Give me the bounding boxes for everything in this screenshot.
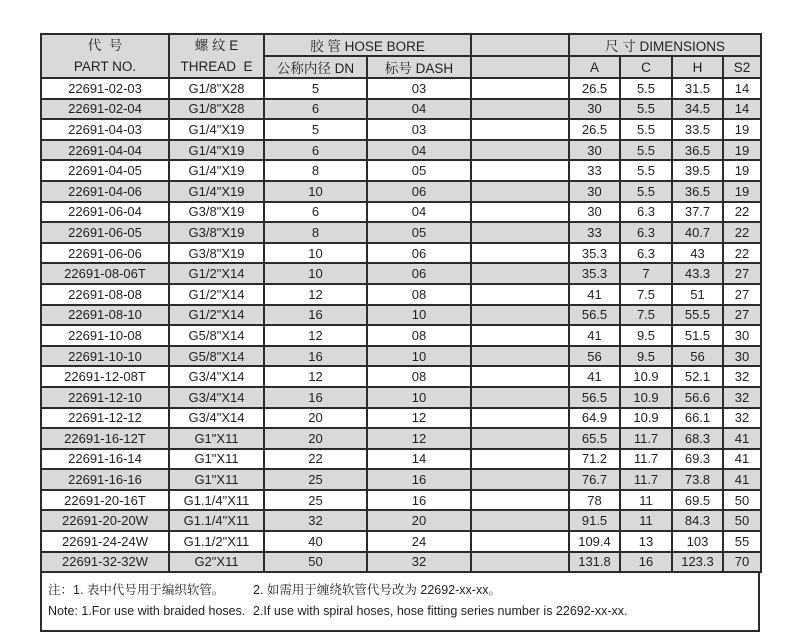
- dim-c-cell: 11: [620, 490, 672, 511]
- note-en-1: Note: 1.For use with braided hoses.: [48, 604, 246, 619]
- dim-h-cell: 36.5: [672, 181, 723, 202]
- dash-cell: 14: [367, 449, 471, 470]
- dim-a-cell: 30: [569, 181, 620, 202]
- dim-h-cell: 56: [672, 346, 723, 367]
- part-no-cell: 22691-12-08T: [41, 366, 169, 387]
- part-no-cell: 22691-02-03: [41, 78, 169, 99]
- table-row: [41, 552, 761, 573]
- illustration-spacer-cell: [471, 284, 569, 305]
- illustration-spacer-cell: [471, 263, 569, 284]
- dash-cell: 03: [367, 78, 471, 99]
- part-no-cell: 22691-06-04: [41, 202, 169, 223]
- illustration-spacer-cell: [471, 140, 569, 161]
- table-row: [41, 119, 761, 140]
- dim-s2-cell: 30: [723, 346, 761, 367]
- dim-h-cell: 51.5: [672, 325, 723, 346]
- dn-cell: 5: [264, 78, 367, 99]
- dash-cell: 16: [367, 490, 471, 511]
- part-no-cell: 22691-08-10: [41, 305, 169, 326]
- note-zh-1: 注：1. 表中代号用于编织软管。: [48, 583, 225, 598]
- dim-h-cell: 34.5: [672, 99, 723, 120]
- dim-s2-cell: 22: [723, 243, 761, 264]
- thread-cell: G3/8"X19: [169, 202, 264, 223]
- dim-h-cell: 31.5: [672, 78, 723, 99]
- dim-c-cell: 6.3: [620, 222, 672, 243]
- dim-h-cell: 123.3: [672, 552, 723, 573]
- table-row: [41, 510, 761, 531]
- part-no-cell: 22691-06-05: [41, 222, 169, 243]
- dn-cell: 12: [264, 284, 367, 305]
- dim-a-cell: 26.5: [569, 119, 620, 140]
- dim-a-cell: 64.9: [569, 408, 620, 429]
- table-row: [41, 449, 761, 470]
- table-row: [41, 78, 761, 99]
- dim-a-cell: 35.3: [569, 243, 620, 264]
- dim-c-cell: 6.3: [620, 243, 672, 264]
- dim-s2-cell: 14: [723, 78, 761, 99]
- dn-cell: 50: [264, 552, 367, 573]
- dim-a-cell: 30: [569, 99, 620, 120]
- dim-c-cell: 7.5: [620, 284, 672, 305]
- header-row-1: [41, 34, 761, 56]
- dim-c-cell: 7: [620, 263, 672, 284]
- illustration-spacer-cell: [471, 181, 569, 202]
- thread-cell: G1.1/4"X11: [169, 490, 264, 511]
- thread-cell: G1/2"X14: [169, 305, 264, 326]
- dash-cell: 24: [367, 531, 471, 552]
- part-no-cell: 22691-08-08: [41, 284, 169, 305]
- dim-a-cell: 65.5: [569, 428, 620, 449]
- dash-cell: 12: [367, 408, 471, 429]
- thread-cell: G2"X11: [169, 552, 264, 573]
- dim-h-cell: 40.7: [672, 222, 723, 243]
- dim-s2-cell: 22: [723, 222, 761, 243]
- dim-s2-cell: 27: [723, 305, 761, 326]
- part-no-cell: 22691-32-32W: [41, 552, 169, 573]
- illustration-spacer-cell: [471, 243, 569, 264]
- dn-cell: 10: [264, 243, 367, 264]
- dim-h-cell: 69.5: [672, 490, 723, 511]
- dim-s2-cell: 41: [723, 449, 761, 470]
- col-header-illustration-spacer-bottom: [471, 56, 569, 78]
- dim-c-cell: 5.5: [620, 99, 672, 120]
- dn-cell: 5: [264, 119, 367, 140]
- thread-cell: G1.1/2"X11: [169, 531, 264, 552]
- col-header-part-no-zh: 代 号: [87, 38, 123, 53]
- illustration-spacer-cell: [471, 510, 569, 531]
- thread-cell: G5/8"X14: [169, 325, 264, 346]
- dim-c-cell: 5.5: [620, 181, 672, 202]
- part-no-cell: 22691-20-20W: [41, 510, 169, 531]
- table-row: [41, 160, 761, 181]
- dim-a-cell: 41: [569, 366, 620, 387]
- col-header-thread-en: THREAD E: [180, 59, 253, 74]
- part-no-cell: 22691-20-16T: [41, 490, 169, 511]
- dim-a-cell: 78: [569, 490, 620, 511]
- dn-cell: 16: [264, 305, 367, 326]
- illustration-spacer-cell: [471, 552, 569, 573]
- table-row: [41, 428, 761, 449]
- dim-c-cell: 11.7: [620, 428, 672, 449]
- table-row: [41, 490, 761, 511]
- table-row: [41, 531, 761, 552]
- dim-c-cell: 10.9: [620, 387, 672, 408]
- dim-c-cell: 5.5: [620, 160, 672, 181]
- dim-s2-cell: 55: [723, 531, 761, 552]
- dn-cell: 25: [264, 490, 367, 511]
- dim-a-cell: 56.5: [569, 305, 620, 326]
- dn-cell: 6: [264, 140, 367, 161]
- part-no-cell: 22691-12-10: [41, 387, 169, 408]
- illustration-spacer-cell: [471, 428, 569, 449]
- dim-a-cell: 109.4: [569, 531, 620, 552]
- col-header-dim-h: H: [672, 56, 723, 78]
- illustration-spacer-cell: [471, 490, 569, 511]
- thread-cell: G1/4"X19: [169, 140, 264, 161]
- dash-cell: 06: [367, 243, 471, 264]
- dash-cell: 20: [367, 510, 471, 531]
- illustration-spacer-cell: [471, 366, 569, 387]
- dim-a-cell: 33: [569, 222, 620, 243]
- dim-h-cell: 56.6: [672, 387, 723, 408]
- col-header-dimensions: 尺 寸 DIMENSIONS: [569, 34, 761, 56]
- part-no-cell: 22691-04-05: [41, 160, 169, 181]
- part-no-cell: 22691-16-14: [41, 449, 169, 470]
- dim-a-cell: 131.8: [569, 552, 620, 573]
- dim-c-cell: 10.9: [620, 366, 672, 387]
- table-header: [41, 34, 761, 78]
- thread-cell: G1/8"X28: [169, 99, 264, 120]
- notes-box: [40, 573, 760, 632]
- dim-h-cell: 36.5: [672, 140, 723, 161]
- table-row: [41, 284, 761, 305]
- dash-cell: 08: [367, 284, 471, 305]
- dim-c-cell: 5.5: [620, 140, 672, 161]
- note-en-2: 2.If use with spiral hoses, hose fitting series number is 22692-xx-xx.: [253, 604, 628, 619]
- thread-cell: G3/4"X14: [169, 387, 264, 408]
- dim-s2-cell: 19: [723, 160, 761, 181]
- dim-s2-cell: 32: [723, 387, 761, 408]
- dim-h-cell: 73.8: [672, 469, 723, 490]
- dim-h-cell: 39.5: [672, 160, 723, 181]
- thread-cell: G3/8"X19: [169, 222, 264, 243]
- dn-cell: 6: [264, 99, 367, 120]
- part-no-cell: 22691-10-08: [41, 325, 169, 346]
- dim-c-cell: 9.5: [620, 325, 672, 346]
- dash-cell: 03: [367, 119, 471, 140]
- dash-cell: 10: [367, 387, 471, 408]
- thread-cell: G1"X11: [169, 449, 264, 470]
- part-no-cell: 22691-08-06T: [41, 263, 169, 284]
- table-sheet: [40, 33, 760, 632]
- table-row: [41, 408, 761, 429]
- dim-s2-cell: 32: [723, 366, 761, 387]
- dim-s2-cell: 14: [723, 99, 761, 120]
- illustration-spacer-cell: [471, 469, 569, 490]
- dim-s2-cell: 27: [723, 263, 761, 284]
- illustration-spacer-cell: [471, 305, 569, 326]
- dn-cell: 10: [264, 181, 367, 202]
- dim-a-cell: 41: [569, 284, 620, 305]
- thread-cell: G1/2"X14: [169, 284, 264, 305]
- dim-h-cell: 68.3: [672, 428, 723, 449]
- col-header-part-no: [41, 34, 169, 78]
- dn-cell: 12: [264, 325, 367, 346]
- thread-cell: G1/4"X19: [169, 181, 264, 202]
- thread-cell: G1/4"X19: [169, 119, 264, 140]
- thread-cell: G1/8"X28: [169, 78, 264, 99]
- dim-s2-cell: 41: [723, 469, 761, 490]
- dn-cell: 16: [264, 387, 367, 408]
- dn-cell: 8: [264, 160, 367, 181]
- table-row: [41, 325, 761, 346]
- dim-c-cell: 5.5: [620, 119, 672, 140]
- dim-c-cell: 9.5: [620, 346, 672, 367]
- col-header-dn: 公称内径 DN: [264, 56, 367, 78]
- dn-cell: 20: [264, 428, 367, 449]
- dim-h-cell: 37.7: [672, 202, 723, 223]
- table-row: [41, 346, 761, 367]
- illustration-spacer-cell: [471, 346, 569, 367]
- dim-c-cell: 11.7: [620, 449, 672, 470]
- dn-cell: 10: [264, 263, 367, 284]
- thread-cell: G1/4"X19: [169, 160, 264, 181]
- dim-h-cell: 103: [672, 531, 723, 552]
- illustration-spacer-cell: [471, 222, 569, 243]
- illustration-spacer-cell: [471, 160, 569, 181]
- note-line-zh: [48, 580, 752, 601]
- dash-cell: 06: [367, 181, 471, 202]
- table-row: [41, 387, 761, 408]
- table-row: [41, 140, 761, 161]
- dash-cell: 12: [367, 428, 471, 449]
- thread-cell: G1"X11: [169, 469, 264, 490]
- dash-cell: 05: [367, 160, 471, 181]
- table-row: [41, 222, 761, 243]
- note-zh-2: 2. 如需用于缠绕软管代号改为 22692-xx-xx。: [253, 583, 501, 598]
- dim-s2-cell: 19: [723, 181, 761, 202]
- col-header-part-no-en: PART NO.: [73, 59, 137, 74]
- table-row: [41, 469, 761, 490]
- dim-a-cell: 35.3: [569, 263, 620, 284]
- thread-cell: G1.1/4"X11: [169, 510, 264, 531]
- dim-a-cell: 30: [569, 202, 620, 223]
- dim-c-cell: 11.7: [620, 469, 672, 490]
- thread-cell: G1"X11: [169, 428, 264, 449]
- dim-c-cell: 11: [620, 510, 672, 531]
- dim-s2-cell: 32: [723, 408, 761, 429]
- dim-a-cell: 56.5: [569, 387, 620, 408]
- illustration-spacer-cell: [471, 325, 569, 346]
- dn-cell: 12: [264, 366, 367, 387]
- col-header-dash: 标号 DASH: [367, 56, 471, 78]
- dash-cell: 08: [367, 325, 471, 346]
- table-row: [41, 305, 761, 326]
- dim-a-cell: 71.2: [569, 449, 620, 470]
- dash-cell: 04: [367, 202, 471, 223]
- dim-a-cell: 30: [569, 140, 620, 161]
- dash-cell: 10: [367, 346, 471, 367]
- dash-cell: 04: [367, 140, 471, 161]
- dim-c-cell: 6.3: [620, 202, 672, 223]
- part-no-cell: 22691-10-10: [41, 346, 169, 367]
- dim-c-cell: 7.5: [620, 305, 672, 326]
- dn-cell: 32: [264, 510, 367, 531]
- dim-s2-cell: 19: [723, 119, 761, 140]
- note-line-en: [48, 601, 752, 622]
- dim-c-cell: 5.5: [620, 78, 672, 99]
- table-row: [41, 366, 761, 387]
- thread-cell: G3/4"X14: [169, 366, 264, 387]
- dim-c-cell: 16: [620, 552, 672, 573]
- dim-s2-cell: 70: [723, 552, 761, 573]
- dim-h-cell: 66.1: [672, 408, 723, 429]
- part-no-cell: 22691-04-04: [41, 140, 169, 161]
- part-no-cell: 22691-04-03: [41, 119, 169, 140]
- illustration-spacer-cell: [471, 99, 569, 120]
- table-row: [41, 202, 761, 223]
- dim-a-cell: 76.7: [569, 469, 620, 490]
- part-no-cell: 22691-16-12T: [41, 428, 169, 449]
- col-header-dim-s2: S2: [723, 56, 761, 78]
- part-no-cell: 22691-12-12: [41, 408, 169, 429]
- illustration-spacer-cell: [471, 119, 569, 140]
- col-header-illustration-spacer-top: [471, 34, 569, 56]
- dim-a-cell: 41: [569, 325, 620, 346]
- thread-cell: G1/2"X14: [169, 263, 264, 284]
- part-no-cell: 22691-06-06: [41, 243, 169, 264]
- illustration-spacer-cell: [471, 531, 569, 552]
- illustration-spacer-cell: [471, 449, 569, 470]
- dn-cell: 25: [264, 469, 367, 490]
- dim-a-cell: 56: [569, 346, 620, 367]
- dim-a-cell: 91.5: [569, 510, 620, 531]
- dim-s2-cell: 27: [723, 284, 761, 305]
- dash-cell: 32: [367, 552, 471, 573]
- dim-h-cell: 43.3: [672, 263, 723, 284]
- col-header-dim-c: C: [620, 56, 672, 78]
- illustration-spacer-cell: [471, 202, 569, 223]
- dim-h-cell: 51: [672, 284, 723, 305]
- dim-s2-cell: 19: [723, 140, 761, 161]
- col-header-hose-bore: 胶 管 HOSE BORE: [264, 34, 471, 56]
- dn-cell: 40: [264, 531, 367, 552]
- table-row: [41, 263, 761, 284]
- dn-cell: 6: [264, 202, 367, 223]
- dn-cell: 22: [264, 449, 367, 470]
- dash-cell: 16: [367, 469, 471, 490]
- dn-cell: 8: [264, 222, 367, 243]
- dim-h-cell: 69.3: [672, 449, 723, 470]
- dim-h-cell: 52.1: [672, 366, 723, 387]
- dim-s2-cell: 50: [723, 510, 761, 531]
- col-header-thread: [169, 34, 264, 78]
- dim-a-cell: 33: [569, 160, 620, 181]
- col-header-thread-zh: 螺 纹 E: [194, 38, 239, 53]
- dim-c-cell: 13: [620, 531, 672, 552]
- part-no-cell: 22691-24-24W: [41, 531, 169, 552]
- dim-h-cell: 43: [672, 243, 723, 264]
- dim-a-cell: 26.5: [569, 78, 620, 99]
- part-no-cell: 22691-16-16: [41, 469, 169, 490]
- thread-cell: G5/8"X14: [169, 346, 264, 367]
- dash-cell: 05: [367, 222, 471, 243]
- dash-cell: 08: [367, 366, 471, 387]
- table-row: [41, 99, 761, 120]
- illustration-spacer-cell: [471, 387, 569, 408]
- dim-s2-cell: 50: [723, 490, 761, 511]
- dash-cell: 10: [367, 305, 471, 326]
- dim-s2-cell: 22: [723, 202, 761, 223]
- table-row: [41, 243, 761, 264]
- illustration-spacer-cell: [471, 78, 569, 99]
- dim-s2-cell: 30: [723, 325, 761, 346]
- dim-s2-cell: 41: [723, 428, 761, 449]
- part-no-cell: 22691-02-04: [41, 99, 169, 120]
- part-no-cell: 22691-04-06: [41, 181, 169, 202]
- thread-cell: G3/4"X14: [169, 408, 264, 429]
- dash-cell: 06: [367, 263, 471, 284]
- table-body: [41, 78, 761, 572]
- table-row: [41, 181, 761, 202]
- dash-cell: 04: [367, 99, 471, 120]
- hose-fitting-spec-table: [40, 33, 762, 573]
- dn-cell: 20: [264, 408, 367, 429]
- dn-cell: 16: [264, 346, 367, 367]
- dim-h-cell: 55.5: [672, 305, 723, 326]
- dim-h-cell: 84.3: [672, 510, 723, 531]
- dim-h-cell: 33.5: [672, 119, 723, 140]
- dim-c-cell: 10.9: [620, 408, 672, 429]
- thread-cell: G3/8"X19: [169, 243, 264, 264]
- col-header-dim-a: A: [569, 56, 620, 78]
- illustration-spacer-cell: [471, 408, 569, 429]
